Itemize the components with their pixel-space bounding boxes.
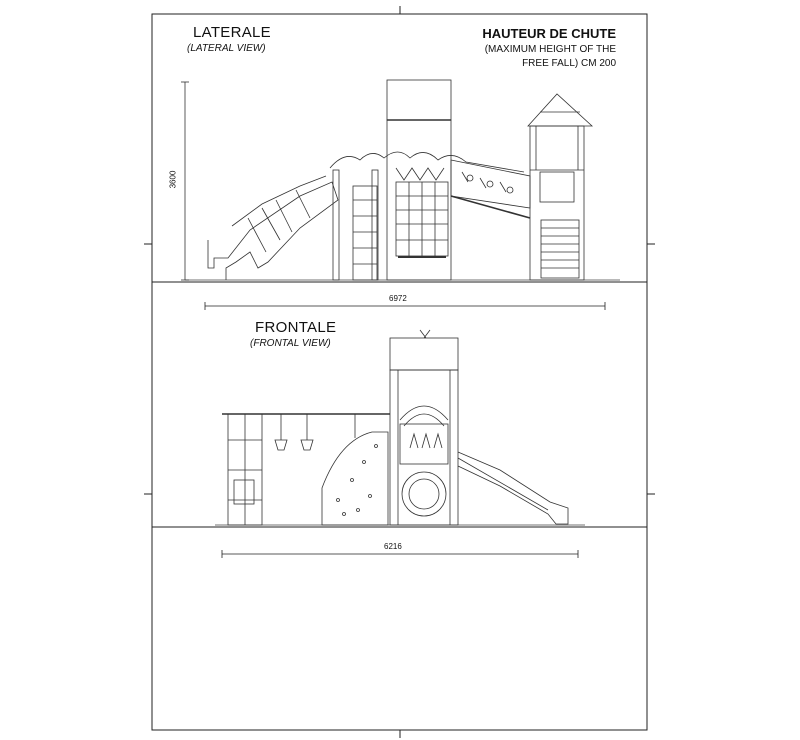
fall-height-line-1: (MAXIMUM HEIGHT OF THE <box>484 44 616 55</box>
frontal-view-title: FRONTALE <box>255 319 337 336</box>
right-tower-roof <box>528 94 592 126</box>
lateral-width-dimension-label: 6972 <box>389 294 407 303</box>
frontal-tower-roof <box>390 338 458 370</box>
lateral-width-dimension <box>205 302 605 310</box>
gym-ring <box>301 440 313 450</box>
climbing-wall <box>322 432 388 525</box>
frontal-view-drawing <box>215 330 585 525</box>
lateral-height-dimension-label: 3600 <box>168 170 178 189</box>
lateral-tower-roof <box>387 80 451 120</box>
lateral-view-title: LATERALE <box>193 24 271 41</box>
fall-height-line-2: FREE FALL) CM 200 <box>522 58 616 69</box>
lateral-view-drawing <box>181 80 620 280</box>
lateral-view-subtitle: (LATERAL VIEW) <box>187 43 266 54</box>
fall-height-title: HAUTEUR DE CHUTE <box>482 26 616 41</box>
bridge <box>451 160 530 208</box>
sheet-border <box>152 14 647 730</box>
gym-ring <box>275 440 287 450</box>
frontal-width-dimension <box>222 550 578 558</box>
frontal-view-subtitle: (FRONTAL VIEW) <box>250 338 331 349</box>
stairs <box>541 220 579 278</box>
right-tower-body <box>530 126 584 280</box>
frontal-slide <box>458 452 568 524</box>
frontal-width-dimension-label: 6216 <box>384 542 402 551</box>
slide <box>208 182 338 280</box>
